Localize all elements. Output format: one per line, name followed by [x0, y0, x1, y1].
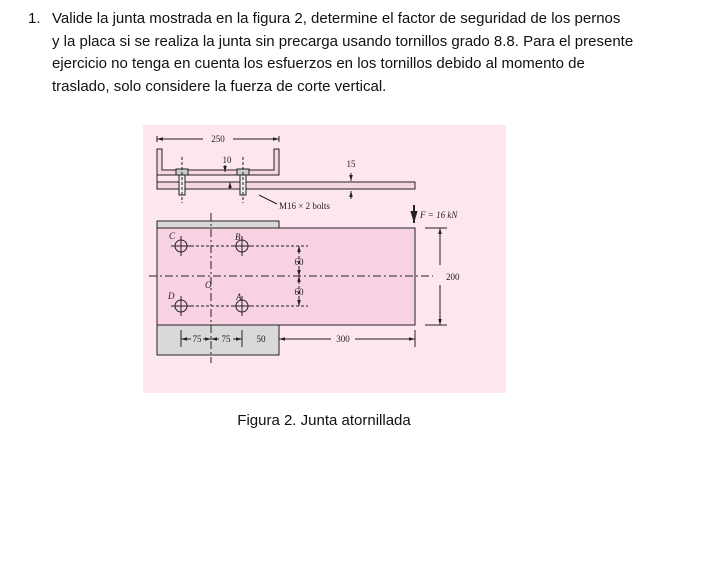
dim-75a-label: 75	[192, 334, 202, 344]
dimension-15	[347, 159, 357, 199]
dimension-250	[157, 134, 279, 144]
dim-200-label: 200	[446, 272, 460, 282]
top-view	[157, 149, 415, 203]
point-D-label: D	[168, 291, 175, 301]
dim-50-label: 50	[256, 334, 266, 344]
figure-caption: Figura 2. Junta atornillada	[237, 412, 411, 429]
joint-drawing	[143, 125, 506, 393]
bolts-leader	[259, 195, 277, 204]
dimension-300	[279, 330, 415, 347]
dim-60a-label: 60	[294, 257, 304, 267]
problem-number: 1.	[28, 10, 41, 27]
bolted-joint-figure	[143, 125, 506, 393]
point-C-label: C	[169, 231, 176, 241]
dimension-200	[425, 228, 460, 325]
point-A-label: A	[236, 292, 242, 302]
problem-line: ejercicio no tenga en cuenta los esfuerzos en los tornillos debido al momento de	[52, 55, 585, 72]
dim-60b-label: 60	[294, 287, 304, 297]
dim-250-label: 250	[211, 134, 225, 144]
dim-15-label: 15	[346, 159, 356, 169]
channel-section	[157, 149, 279, 175]
point-O-label: O	[205, 280, 212, 290]
dim-10-label: 10	[222, 155, 232, 165]
dim-300-label: 300	[336, 334, 350, 344]
problem-line: Valide la junta mostrada en la figura 2, determine el factor de seguridad de los pernos	[52, 10, 621, 27]
force-label: F = 16 kN	[420, 210, 458, 220]
bolts-label: M16 × 2 bolts	[279, 201, 330, 211]
plate-top	[157, 182, 415, 189]
problem-line: y la placa si se realiza la junta sin precarga usando tornillos grado 8.8. Para el presente	[52, 32, 634, 50]
problem-text	[52, 8, 692, 98]
point-B-label: B	[235, 232, 241, 242]
dim-75b-label: 75	[221, 334, 231, 344]
problem-line: traslado, solo considere la fuerza de corte vertical.	[52, 77, 387, 95]
